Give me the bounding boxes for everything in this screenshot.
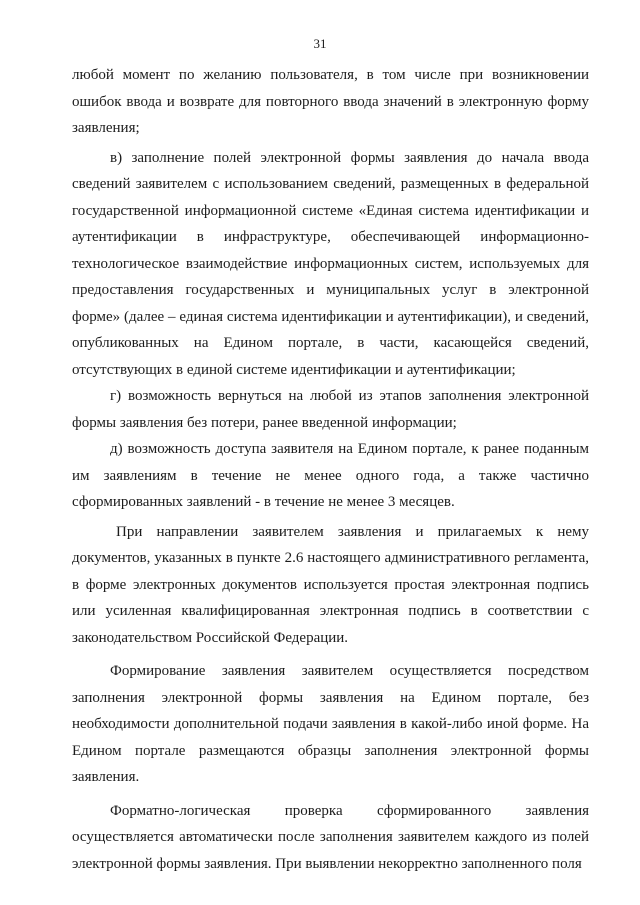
paragraph-item-v: в) заполнение полей электронной формы заявления до начала ввода сведений заявителем с использованием сведений, размещенных в федеральной государственной информационной системе «Единая система идентификации и аутентификации в инфраструктуре, обеспечивающей информационно-технологическое взаимодействие информационных систем, используемых для предоставления государственных и муниципальных услуг в электронной форме» (далее – единая система идентификации и аутентификации), и сведений, опубликованных на Едином портале, в части, касающейся сведений, отсутствующих в единой системе идентификации и аутентификации; xyxy=(72,149,589,378)
paragraph-format-check: Форматно-логическая проверка сформированного заявления осуществляется автоматически после заполнения заявителем каждого из полей электронной формы заявления. При выявлении некорректно заполненного поля xyxy=(72,802,589,872)
document-body xyxy=(72,62,589,877)
paragraph-form-submission: Формирование заявления заявителем осуществляется посредством заполнения электронной формы заявления на Едином портале, без необходимости дополнительной подачи заявления в какой-либо иной форме. На Едином портале размещаются образцы заполнения электронной формы заявления. xyxy=(72,663,589,785)
paragraph-item-g: г) возможность вернуться на любой из этапов заполнения электронной формы заявления без потери, ранее введенной информации; xyxy=(72,388,589,431)
page-number: 31 xyxy=(313,36,327,51)
paragraph-continuation: любой момент по желанию пользователя, в том числе при возникновении ошибок ввода и возврате для повторного ввода значений в электронную форму заявления; xyxy=(72,67,589,136)
paragraph-item-d: д) возможность доступа заявителя на Едином портале, к ранее поданным им заявлениям в течение не менее одного года, а также частично сформированных заявлений - в течение не менее 3 месяцев. xyxy=(72,441,589,510)
paragraph-electronic-signature: При направлении заявителем заявления и прилагаемых к нему документов, указанных в пункте 2.6 настоящего административного регламента, в форме электронных документов используется простая электронная подпись или усиленная квалифицированная электронная подпись в соответствии с законодательством Российской Федерации. xyxy=(72,523,589,646)
